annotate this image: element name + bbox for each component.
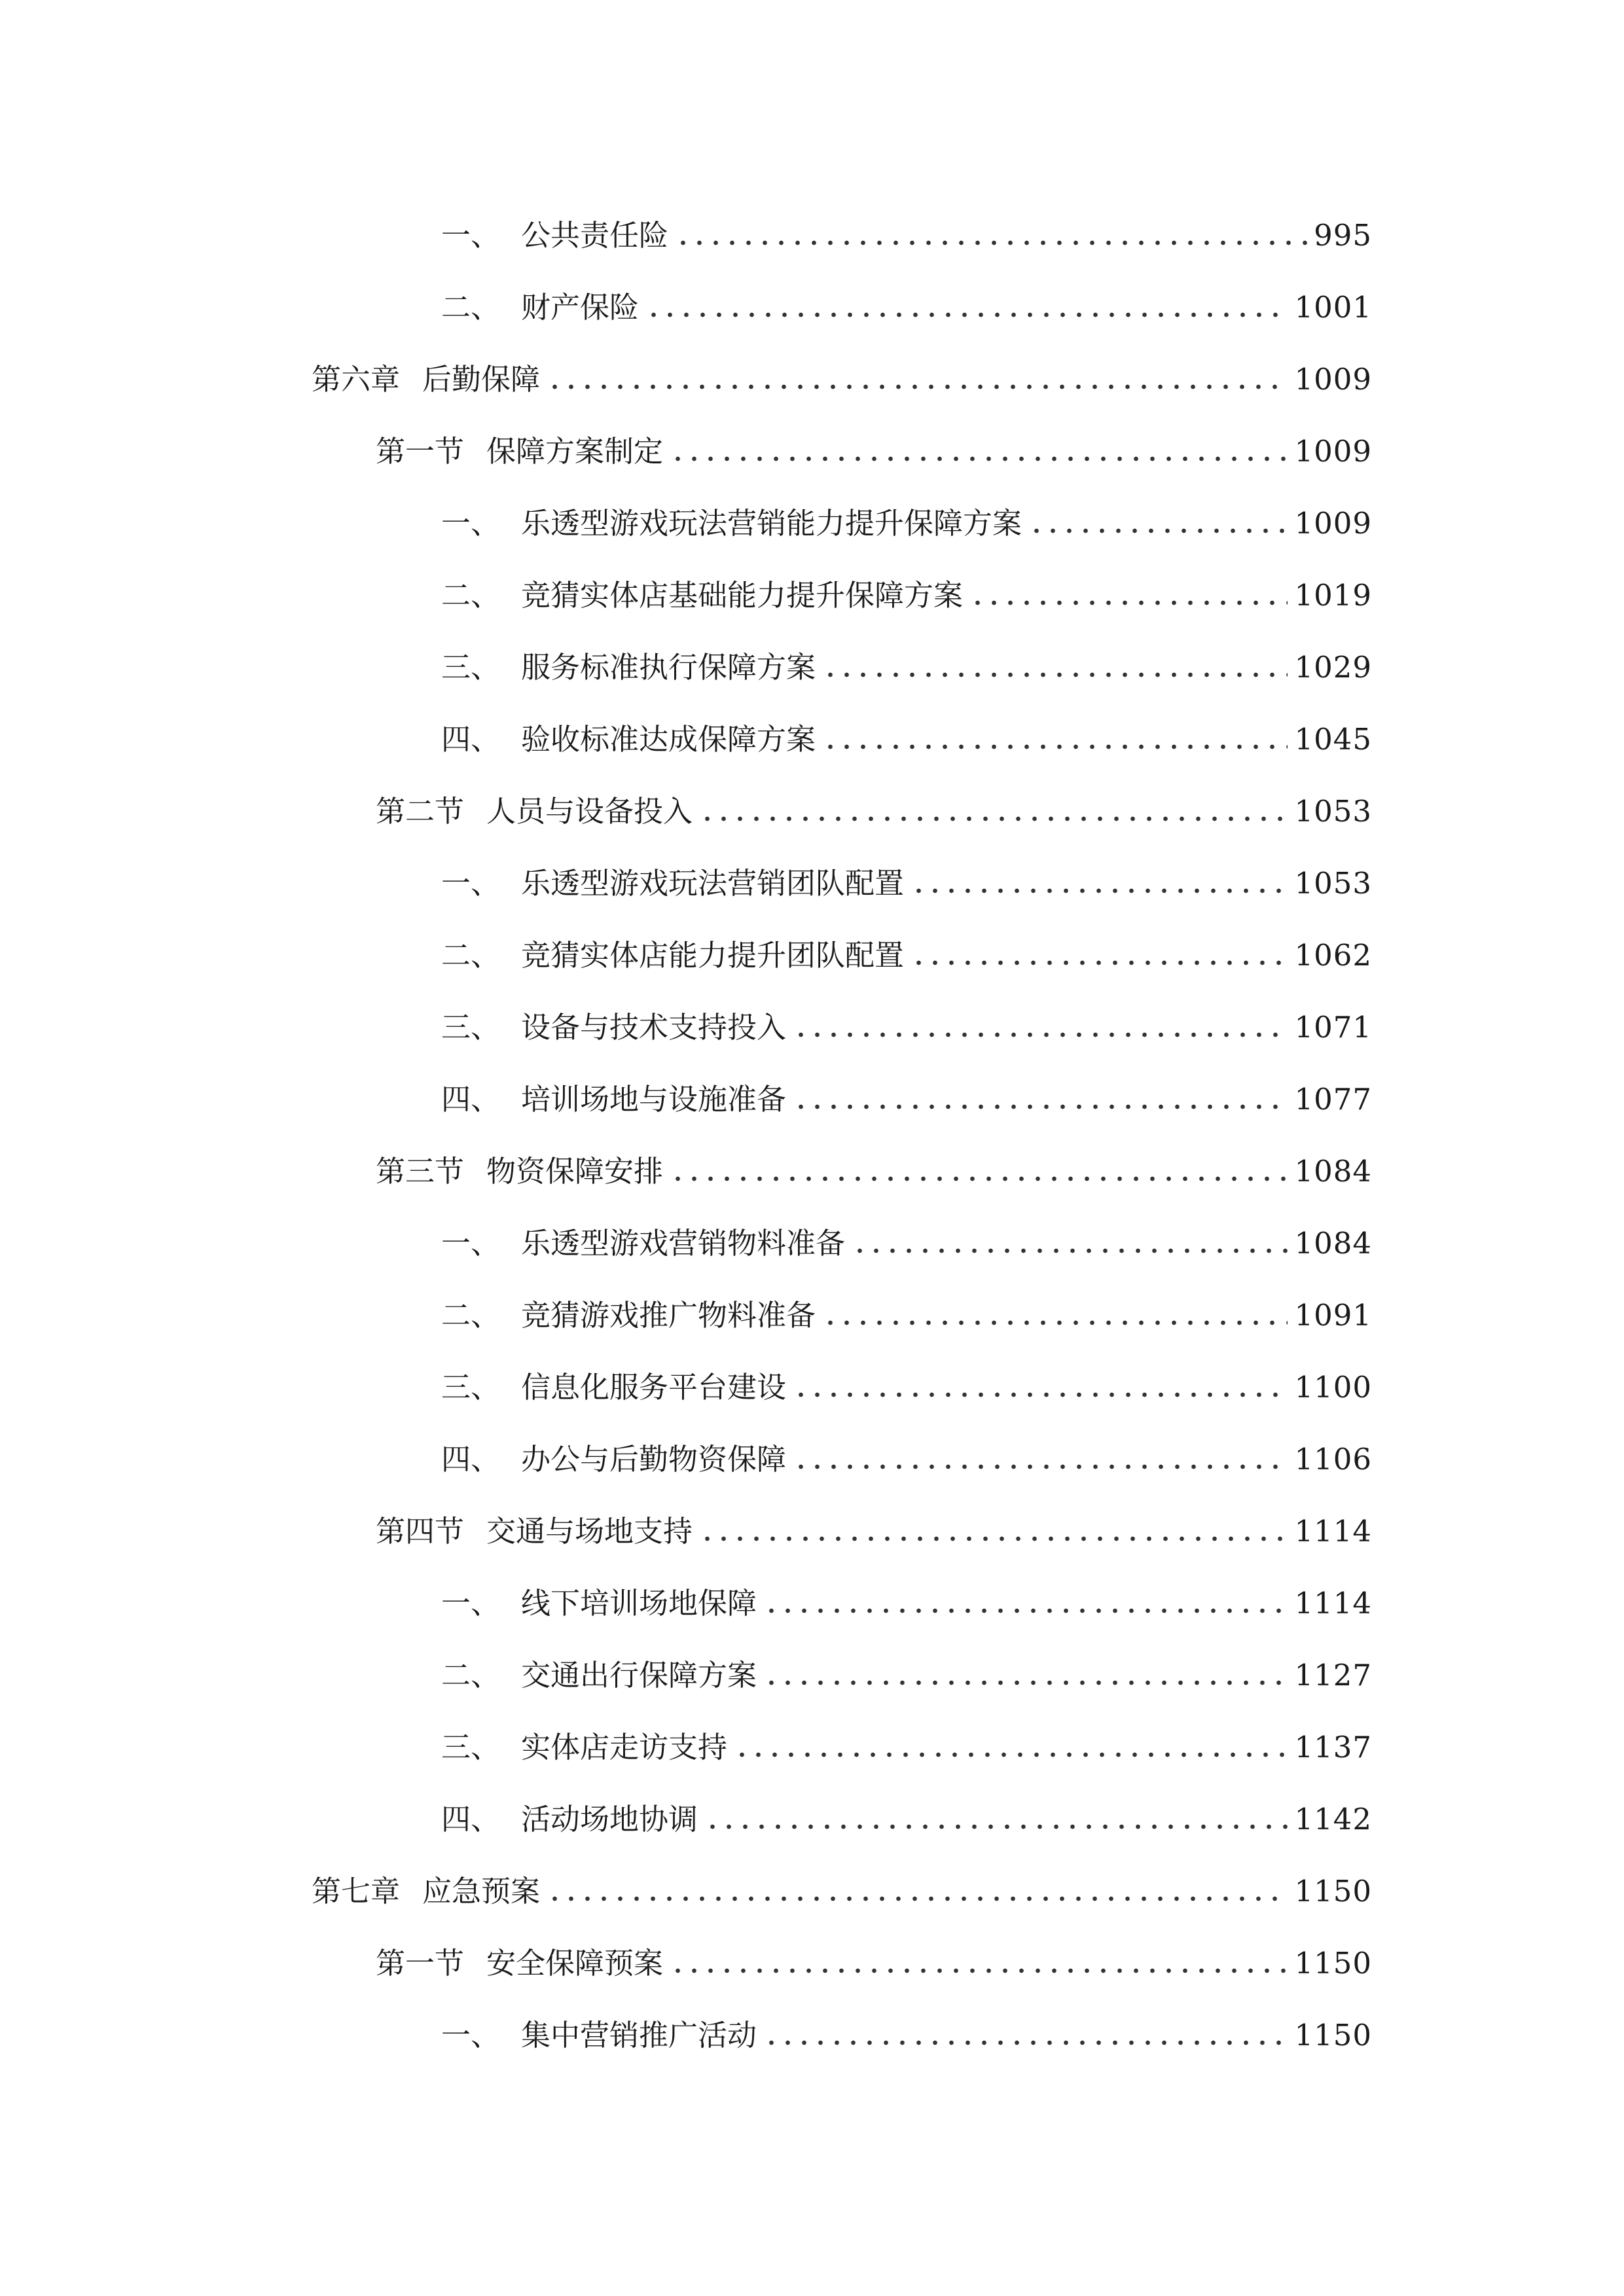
toc-entry[interactable] bbox=[441, 1427, 1372, 1479]
toc-entry-title: 乐透型游戏营销物料准备 bbox=[521, 1226, 846, 1261]
dot-leader bbox=[822, 672, 1288, 678]
dot-leader bbox=[763, 1607, 1288, 1614]
toc-entry-number: 三、 bbox=[441, 1370, 501, 1405]
toc-entry-page-number: 1127 bbox=[1294, 1658, 1372, 1693]
toc-entry-title: 人员与设备投入 bbox=[486, 794, 693, 829]
toc-entry[interactable] bbox=[441, 707, 1372, 759]
dot-leader bbox=[1028, 528, 1288, 534]
toc-entry-number: 二、 bbox=[441, 1658, 501, 1693]
toc-entry-title: 乐透型游戏玩法营销团队配置 bbox=[521, 866, 905, 901]
dot-leader bbox=[793, 1103, 1288, 1110]
toc-entry-title: 财产保险 bbox=[521, 290, 640, 325]
toc-entry-number: 第一节 bbox=[376, 434, 465, 469]
toc-entry-number: 二、 bbox=[441, 938, 501, 973]
toc-entry-number: 四、 bbox=[441, 1082, 501, 1117]
toc-entry[interactable] bbox=[441, 851, 1372, 903]
toc-entry-title: 竞猜实体店能力提升团队配置 bbox=[521, 938, 905, 973]
dot-leader bbox=[547, 384, 1288, 390]
dot-leader bbox=[699, 1535, 1288, 1542]
dot-leader bbox=[911, 888, 1288, 894]
toc-entry-number: 第二节 bbox=[376, 794, 465, 829]
toc-section-entry[interactable] bbox=[376, 1139, 1372, 1191]
toc-entry-page-number: 1045 bbox=[1294, 722, 1372, 757]
toc-entry[interactable] bbox=[441, 1571, 1372, 1623]
dot-leader bbox=[675, 240, 1307, 246]
toc-entry[interactable] bbox=[441, 1067, 1372, 1119]
dot-leader bbox=[763, 1679, 1288, 1686]
toc-entry[interactable] bbox=[441, 491, 1372, 543]
dot-leader bbox=[704, 1823, 1288, 1830]
toc-entry-title: 活动场地协调 bbox=[521, 1802, 698, 1837]
toc-entry[interactable] bbox=[441, 1787, 1372, 1839]
toc-entry-number: 三、 bbox=[441, 1010, 501, 1045]
toc-entry-title: 线下培训场地保障 bbox=[521, 1586, 757, 1621]
toc-entry-page-number: 1150 bbox=[1294, 1874, 1372, 1909]
toc-entry-number: 二、 bbox=[441, 578, 501, 613]
toc-entry-title: 服务标准执行保障方案 bbox=[521, 650, 816, 685]
toc-entry-number: 一、 bbox=[441, 866, 501, 901]
toc-entry-title: 设备与技术支持投入 bbox=[521, 1010, 787, 1045]
toc-entry-page-number: 1009 bbox=[1294, 434, 1372, 469]
toc-entry-page-number: 1001 bbox=[1294, 290, 1372, 325]
toc-entry-page-number: 1009 bbox=[1294, 506, 1372, 541]
toc-entry-page-number: 1091 bbox=[1294, 1298, 1372, 1333]
toc-section-entry[interactable] bbox=[376, 419, 1372, 471]
toc-entry-title: 集中营销推广活动 bbox=[521, 2018, 757, 2053]
toc-entry-page-number: 1053 bbox=[1294, 794, 1372, 829]
toc-entry-page-number: 1150 bbox=[1294, 1946, 1372, 1981]
toc-entry-title: 实体店走访支持 bbox=[521, 1730, 728, 1765]
toc-entry[interactable] bbox=[441, 275, 1372, 327]
toc-entry-page-number: 1114 bbox=[1294, 1586, 1372, 1621]
dot-leader bbox=[699, 816, 1288, 822]
toc-entry[interactable] bbox=[441, 203, 1372, 255]
toc-entry-title: 办公与后勤物资保障 bbox=[521, 1442, 787, 1477]
toc-entry-title: 竞猜游戏推广物料准备 bbox=[521, 1298, 816, 1333]
toc-section-entry[interactable] bbox=[376, 1499, 1372, 1551]
toc-entry-title: 交通与场地支持 bbox=[486, 1514, 693, 1549]
toc-entry-number: 一、 bbox=[441, 218, 501, 253]
toc-entry-page-number: 1029 bbox=[1294, 650, 1372, 685]
dot-leader bbox=[670, 1967, 1288, 1974]
toc-entry[interactable] bbox=[441, 1715, 1372, 1767]
toc-entry[interactable] bbox=[441, 1643, 1372, 1695]
dot-leader bbox=[645, 312, 1288, 318]
dot-leader bbox=[763, 2039, 1288, 2046]
dot-leader bbox=[670, 456, 1288, 462]
toc-entry-title: 交通出行保障方案 bbox=[521, 1658, 757, 1693]
toc-entry[interactable] bbox=[441, 1355, 1372, 1407]
toc-entry[interactable] bbox=[441, 923, 1372, 975]
toc-entry-page-number: 1053 bbox=[1294, 866, 1372, 901]
toc-entry-number: 三、 bbox=[441, 1730, 501, 1765]
dot-leader bbox=[734, 1751, 1288, 1758]
toc-entry[interactable] bbox=[441, 563, 1372, 615]
toc-entry-number: 第七章 bbox=[312, 1874, 401, 1909]
toc-entry-number: 一、 bbox=[441, 1226, 501, 1261]
dot-leader bbox=[793, 1463, 1288, 1470]
toc-entry-page-number: 1019 bbox=[1294, 578, 1372, 613]
toc-entry-title: 安全保障预案 bbox=[486, 1946, 664, 1981]
toc-entry-page-number: 1150 bbox=[1294, 2018, 1372, 2053]
dot-leader bbox=[852, 1247, 1288, 1254]
toc-chapter-entry[interactable] bbox=[312, 347, 1372, 399]
toc-entry-number: 二、 bbox=[441, 1298, 501, 1333]
toc-entry-number: 一、 bbox=[441, 1586, 501, 1621]
toc-entry-number: 第三节 bbox=[376, 1154, 465, 1189]
toc-entry-page-number: 1084 bbox=[1294, 1226, 1372, 1261]
toc-entry-number: 四、 bbox=[441, 1442, 501, 1477]
toc-entry[interactable] bbox=[441, 635, 1372, 687]
toc-entry-number: 第一节 bbox=[376, 1946, 465, 1981]
toc-entry-number: 第六章 bbox=[312, 362, 401, 397]
toc-entry-number: 四、 bbox=[441, 1802, 501, 1837]
dot-leader bbox=[547, 1895, 1288, 1902]
toc-entry-page-number: 1077 bbox=[1294, 1082, 1372, 1117]
toc-entry-page-number: 1100 bbox=[1294, 1370, 1372, 1405]
toc-entry-number: 一、 bbox=[441, 2018, 501, 2053]
toc-entry-page-number: 1071 bbox=[1294, 1010, 1372, 1045]
toc-entry-page-number: 1009 bbox=[1294, 362, 1372, 397]
toc-entry-title: 验收标准达成保障方案 bbox=[521, 722, 816, 757]
toc-entry-page-number: 1142 bbox=[1294, 1802, 1372, 1837]
dot-leader bbox=[969, 600, 1288, 606]
toc-entry-page-number: 1084 bbox=[1294, 1154, 1372, 1189]
toc-entry-page-number: 1062 bbox=[1294, 938, 1372, 973]
toc-entry-number: 三、 bbox=[441, 650, 501, 685]
dot-leader bbox=[911, 960, 1288, 966]
toc-entry-title: 乐透型游戏玩法营销能力提升保障方案 bbox=[521, 506, 1022, 541]
toc-entry-number: 一、 bbox=[441, 506, 501, 541]
toc-entry-title: 信息化服务平台建设 bbox=[521, 1370, 787, 1405]
toc-section-entry[interactable] bbox=[376, 779, 1372, 831]
toc-entry-number: 四、 bbox=[441, 722, 501, 757]
toc-entry-title: 物资保障安排 bbox=[486, 1154, 664, 1189]
toc-entry-page-number: 1137 bbox=[1294, 1730, 1372, 1765]
toc-entry-title: 公共责任险 bbox=[521, 218, 669, 253]
toc-entry-title: 培训场地与设施准备 bbox=[521, 1082, 787, 1117]
dot-leader bbox=[822, 1319, 1288, 1326]
toc-entry[interactable] bbox=[441, 2003, 1372, 2055]
toc-chapter-entry[interactable] bbox=[312, 1859, 1372, 1911]
dot-leader bbox=[670, 1175, 1288, 1182]
dot-leader bbox=[793, 1031, 1288, 1038]
dot-leader bbox=[793, 1391, 1288, 1398]
toc-entry-title: 竞猜实体店基础能力提升保障方案 bbox=[521, 578, 964, 613]
toc-entry-page-number: 1106 bbox=[1294, 1442, 1372, 1477]
toc-entry-number: 二、 bbox=[441, 290, 501, 325]
toc-entry[interactable] bbox=[441, 1211, 1372, 1263]
toc-entry-number: 第四节 bbox=[376, 1514, 465, 1549]
toc-entry-page-number: 995 bbox=[1314, 218, 1372, 253]
toc-entry-title: 应急预案 bbox=[422, 1874, 541, 1909]
toc-entry[interactable] bbox=[441, 995, 1372, 1047]
toc-entry-title: 保障方案制定 bbox=[486, 434, 664, 469]
dot-leader bbox=[822, 744, 1288, 750]
toc-section-entry[interactable] bbox=[376, 1931, 1372, 1983]
toc-entry[interactable] bbox=[441, 1283, 1372, 1335]
toc-entry-title: 后勤保障 bbox=[422, 362, 541, 397]
toc-entry-page-number: 1114 bbox=[1294, 1514, 1372, 1549]
